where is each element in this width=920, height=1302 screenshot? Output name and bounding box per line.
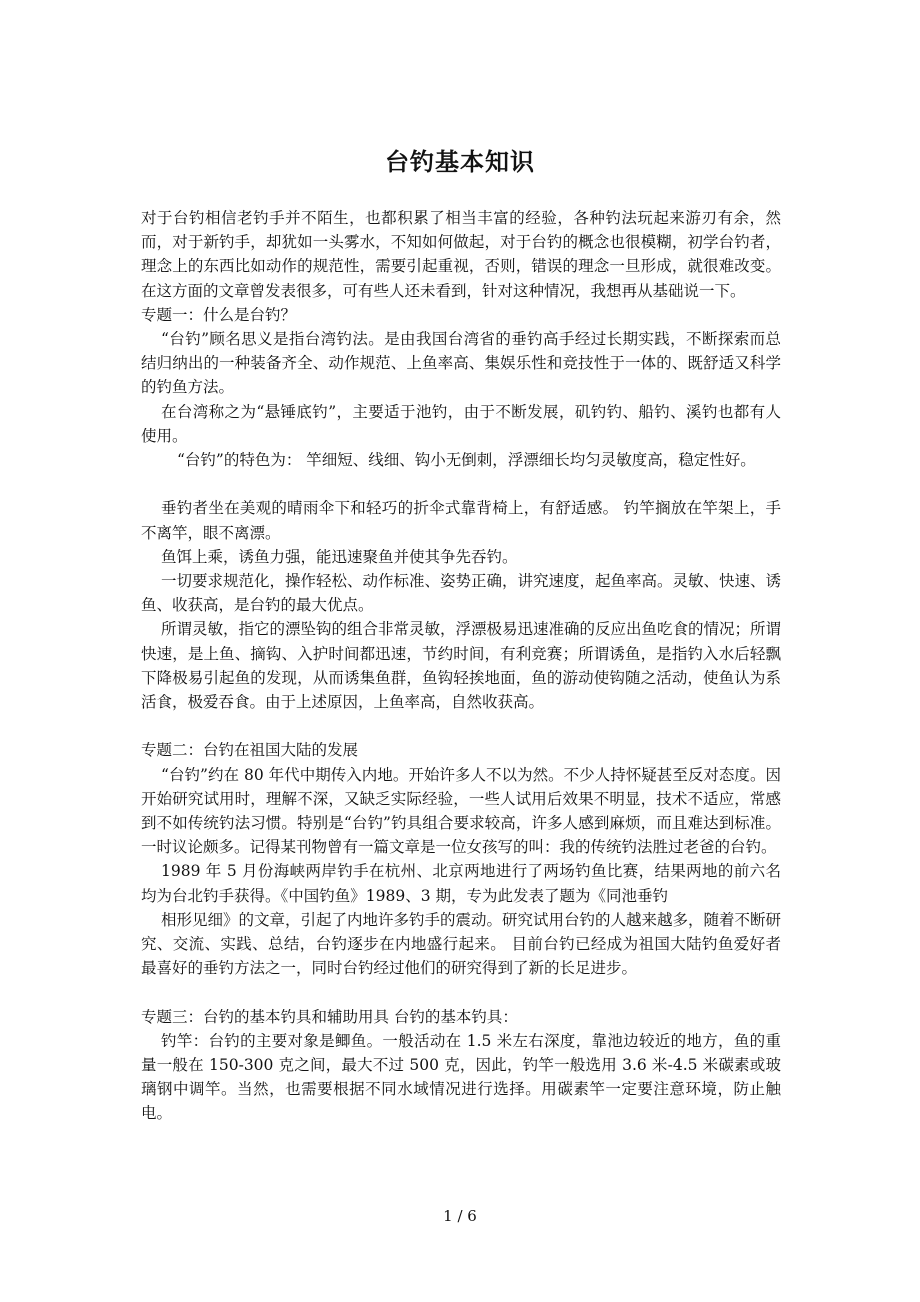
paragraph: 垂钓者坐在美观的晴雨伞下和轻巧的折伞式靠背椅上，有舒适感。 钓竿搁放在竿架上，手不离竿，眼不离漂。 (141, 499, 781, 542)
intro-paragraph: 对于台钓相信老钓手并不陌生，也都积累了相当丰富的经验，各种钓法玩起来游刃有余，然而，对于新钓手，却犹如一头雾水，不知如何做起，对于台钓的概念也很模糊，初学台钓者，理念上的东西比如动作的规范性，需要引起重视，否则，错误的理念一旦形成，就很难改变。在这方面的文章曾发表很多，可有些人还未看到，针对这种情况，我想再从基础说一下。 (141, 209, 781, 300)
paragraph: 相形见细》的文章，引起了内地许多钓手的震动。研究试用台钓的人越来越多，随着不断研究、交流、实践、总结，台钓逐步在内地盛行起来。 目前台钓已经成为祖国大陆钓鱼爱好者最喜好的垂钓方法之一，同时台钓经过他们的研究得到了新的长足进步。 (141, 910, 782, 978)
paragraph: “台钓”的特色为： 竿细短、线细、钩小无倒刺，浮漂细长均匀灵敏度高，稳定性好。 (177, 451, 756, 470)
paragraph: 1989 年 5 月份海峡两岸钓手在杭州、北京两地进行了两场钓鱼比赛，结果两地的前六名均为台北钓手获得。《中国钓鱼》1989、3 期，专为此发表了题为《同池垂钓 (141, 862, 781, 905)
paragraph: 鱼饵上乘，诱鱼力强，能迅速聚鱼并使其争先吞钓。 (161, 547, 518, 566)
paragraph: 钓竿：台钓的主要对象是鲫鱼。一般活动在 1.5 米左右深度，靠池边较近的地方，鱼的重量一般在 150-300 克之间，最大不过 500 克，因此，钓竿一般选用 3.6 米-4.5 米碳素或玻璃钢中调竿。当然，也需要根据不同水域情况进行选择。用碳素竿一定要注意环境，防止触电。 (141, 1031, 781, 1123)
paragraph: 所谓灵敏，指它的漂坠钩的组合非常灵敏，浮漂极易迅速准确的反应出鱼吃食的情况；所谓快速，是上鱼、摘钩、入护时间都迅速，节约时间，有利竞赛；所谓诱鱼，是指钓入水后轻飘下降极易引起鱼的发现，从而诱集鱼群，鱼钩轻挨地面，鱼的游动使钩随之活动，使鱼认为系活食，极爱吞食。由于上述原因，上鱼率高，自然收获高。 (141, 620, 782, 712)
document-title: 台钓基本知识 (385, 148, 535, 176)
topic-2-heading: 专题二：台钓在祖国大陆的发展 (141, 741, 359, 760)
topic-1-heading: 专题一：什么是台钓？ (141, 305, 297, 324)
blank-line (141, 980, 781, 1004)
paragraph: 一切要求规范化，操作轻松、动作标准、姿势正确，讲究速度，起鱼率高。灵敏、快速、诱鱼、收获高，是台钓的最大优点。 (141, 572, 782, 615)
blank-line (141, 714, 781, 738)
paragraph: “台钓”顾名思义是指台湾钓法。是由我国台湾省的垂钓高手经过长期实践，不断探索而总结归纳出的一种装备齐全、动作规范、上鱼率高、集娱乐性和竞技性于一体的、既舒适又科学的钓鱼方法。 (141, 330, 781, 397)
blank-line (141, 472, 781, 496)
paragraph: 在台湾称之为“悬锤底钓”，主要适于池钓，由于不断发展，矶钓钓、船钓、溪钓也都有人使用。 (141, 402, 781, 445)
document-body (141, 206, 781, 1126)
topic-3-heading: 专题三：台钓的基本钓具和辅助用具 台钓的基本钓具： (141, 1007, 518, 1026)
paragraph: “台钓”约在 80 年代中期传入内地。开始许多人不以为然。不少人持怀疑甚至反对态度。因开始研究试用时，理解不深，又缺乏实际经验，一些人试用后效果不明显，技术不适应，常感到不如传统钓法习惯。特别是“台钓”钓具组合要求较高，许多人感到麻烦，而且难达到标准。一时议论颇多。记得某刊物曾有一篇文章是一位女孩写的叫：我的传统钓法胜过老爸的台钓。 (141, 765, 781, 857)
page-number: 1 / 6 (443, 1207, 477, 1225)
